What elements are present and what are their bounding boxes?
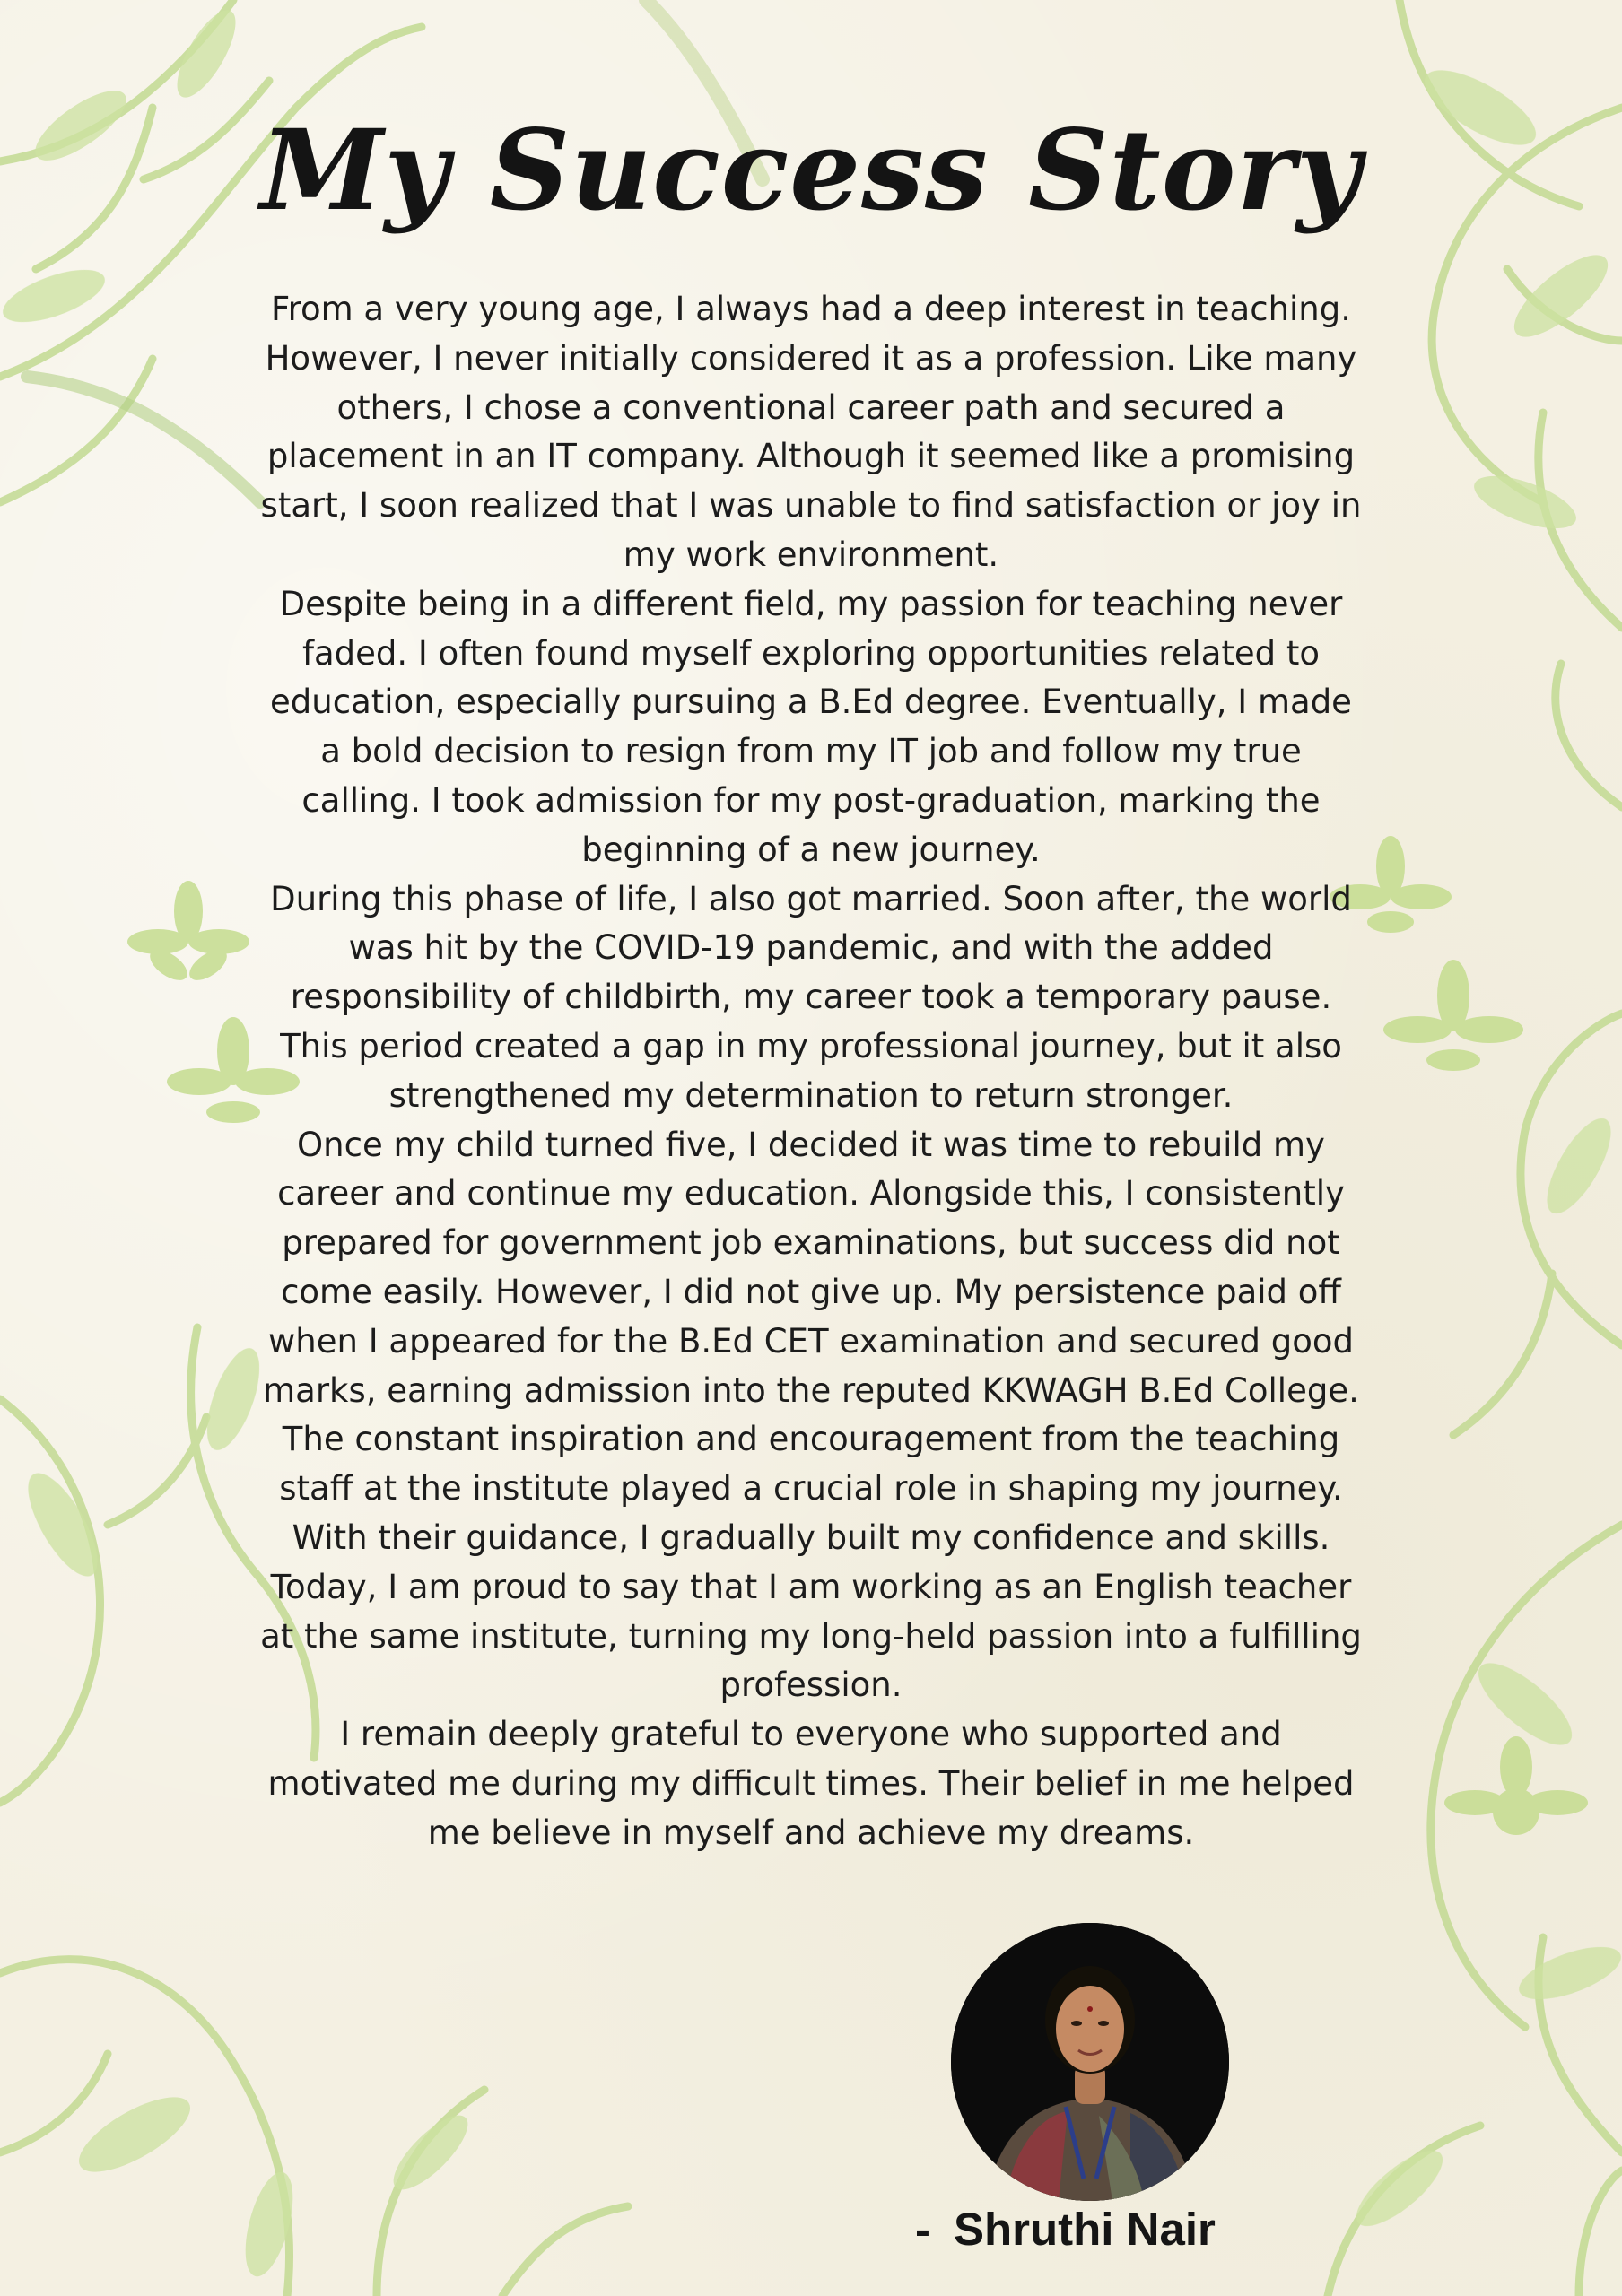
story-paragraph: I remain deeply grateful to everyone who supported and motivated me during my difficult times. Their belief in me helped me believe in myself and achieve my dreams.: [267, 1715, 1355, 1852]
signature-dash: -: [915, 2204, 930, 2255]
author-signature: [915, 2203, 1292, 2266]
story-paragraph: The constant inspiration and encouragement from the teaching staff at the institute played a crucial role in shaping my journey. With their guidance, I gradually built my confidence and skills. Today, I am proud to say that I am working as an English teacher at the same institute, turning my long-held passion into a fulfilling profession.: [260, 1420, 1362, 1705]
story-paragraph: Once my child turned five, I decided it was time to rebuild my career and continue my education. Alongside this, I consistently prepared for government job examinations, but success did not come easily. However, I did not give up. My persistence paid off when I appeared for the B.Ed CET examination and secured good marks, earning admission into the reputed KKWAGH B.Ed College.: [263, 1125, 1359, 1410]
story-paragraph: Despite being in a different field, my passion for teaching never faded. I often found myself exploring opportunities related to education, especially pursuing a B.Ed degree. Eventually, I made a bold decision to resign from my IT job and follow my true calling. I took admission for my post-graduation, marking the beginning of a new journey.: [270, 584, 1352, 869]
story-body: [260, 285, 1362, 1858]
author-name: Shruthi Nair: [953, 2204, 1216, 2255]
story-paragraph: During this phase of life, I also got married. Soon after, the world was hit by the COVID-19 pandemic, and with the added responsibility of childbirth, my career took a temporary pause. This period created a gap in my professional journey, but it also strengthened my determination to return stronger.: [270, 879, 1352, 1115]
story-paragraph: From a very young age, I always had a deep interest in teaching. However, I never initially considered it as a profession. Like many others, I chose a conventional career path and secured a placement in an IT company. Although it seemed like a promising start, I soon realized that I was unable to find satisfaction or joy in my work environment.: [260, 290, 1362, 574]
author-photo: [951, 1923, 1229, 2201]
page-title: My Success Story: [260, 106, 1362, 236]
